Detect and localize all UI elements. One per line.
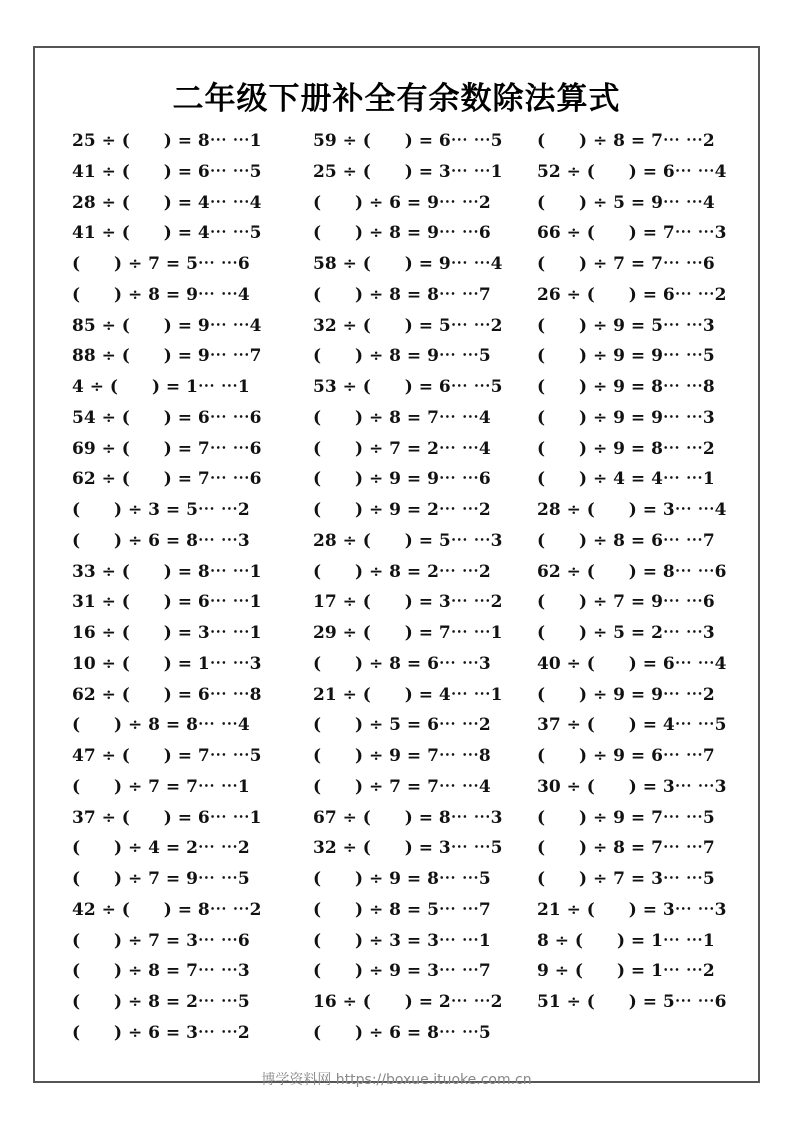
division-problem: ( ) ÷ 9 = 3⋯ ⋯7 <box>313 961 491 982</box>
division-problem: 25 ÷ ( ) = 8⋯ ⋯1 <box>72 131 262 151</box>
division-problem: ( ) ÷ 9 = 7⋯ ⋯8 <box>313 746 491 766</box>
division-problem: ( ) ÷ 9 = 8⋯ ⋯2 <box>537 438 715 459</box>
division-problem: 42 ÷ ( ) = 8⋯ ⋯2 <box>72 899 262 920</box>
division-problem: ( ) ÷ 7 = 7⋯ ⋯6 <box>537 254 715 274</box>
division-problem: 62 ÷ ( ) = 7⋯ ⋯6 <box>72 469 262 490</box>
division-problem: ( ) ÷ 9 = 8⋯ ⋯8 <box>537 377 715 397</box>
division-problem: 52 ÷ ( ) = 6⋯ ⋯4 <box>537 161 727 182</box>
division-problem: ( ) ÷ 9 = 8⋯ ⋯5 <box>313 869 491 889</box>
division-problem: ( ) ÷ 8 = 9⋯ ⋯5 <box>313 346 491 367</box>
division-problem: ( ) ÷ 7 = 3⋯ ⋯5 <box>537 869 715 889</box>
division-problem: 47 ÷ ( ) = 7⋯ ⋯5 <box>72 746 262 766</box>
division-problem: 69 ÷ ( ) = 7⋯ ⋯6 <box>72 438 262 459</box>
division-problem: ( ) ÷ 8 = 5⋯ ⋯7 <box>313 899 491 920</box>
problem-column-2 <box>313 126 543 1049</box>
watermark-footer: 博学资料网 https://boxue.ituoke.com.cn <box>261 1072 532 1088</box>
division-problem: 8 ÷ ( ) = 1⋯ ⋯1 <box>537 930 715 951</box>
division-problem: ( ) ÷ 8 = 7⋯ ⋯7 <box>537 838 715 859</box>
division-problem: 58 ÷ ( ) = 9⋯ ⋯4 <box>313 254 503 274</box>
division-problem: 32 ÷ ( ) = 3⋯ ⋯5 <box>313 838 503 859</box>
division-problem: ( ) ÷ 7 = 7⋯ ⋯4 <box>313 776 491 797</box>
division-problem: ( ) ÷ 8 = 7⋯ ⋯4 <box>313 407 491 428</box>
division-problem: 54 ÷ ( ) = 6⋯ ⋯6 <box>72 407 262 428</box>
division-problem: ( ) ÷ 6 = 8⋯ ⋯3 <box>72 530 250 551</box>
division-problem: 37 ÷ ( ) = 4⋯ ⋯5 <box>537 715 727 736</box>
division-problem: ( ) ÷ 9 = 5⋯ ⋯3 <box>537 315 715 336</box>
division-problem: 16 ÷ ( ) = 2⋯ ⋯2 <box>313 992 503 1012</box>
division-problem: 66 ÷ ( ) = 7⋯ ⋯3 <box>537 223 727 244</box>
division-problem: 32 ÷ ( ) = 5⋯ ⋯2 <box>313 315 503 336</box>
division-problem: ( ) ÷ 4 = 4⋯ ⋯1 <box>537 469 715 490</box>
division-problem: ( ) ÷ 3 = 3⋯ ⋯1 <box>313 930 491 951</box>
division-problem: ( ) ÷ 5 = 9⋯ ⋯4 <box>537 192 715 213</box>
division-problem: 28 ÷ ( ) = 5⋯ ⋯3 <box>313 530 503 551</box>
division-problem: ( ) ÷ 7 = 9⋯ ⋯6 <box>537 592 715 613</box>
division-problem: ( ) ÷ 9 = 9⋯ ⋯5 <box>537 346 715 367</box>
division-problem: 31 ÷ ( ) = 6⋯ ⋯1 <box>72 592 262 613</box>
division-problem: ( ) ÷ 6 = 9⋯ ⋯2 <box>313 192 491 213</box>
division-problem: 21 ÷ ( ) = 3⋯ ⋯3 <box>537 899 727 920</box>
division-problem: 67 ÷ ( ) = 8⋯ ⋯3 <box>313 807 503 828</box>
division-problem: ( ) ÷ 6 = 8⋯ ⋯5 <box>313 1022 491 1043</box>
division-problem: ( ) ÷ 9 = 7⋯ ⋯5 <box>537 807 715 828</box>
division-problem: 16 ÷ ( ) = 3⋯ ⋯1 <box>72 623 262 643</box>
division-problem: 21 ÷ ( ) = 4⋯ ⋯1 <box>313 684 503 705</box>
division-problem: ( ) ÷ 5 = 2⋯ ⋯3 <box>537 623 715 643</box>
division-problem: 41 ÷ ( ) = 6⋯ ⋯5 <box>72 161 262 182</box>
division-problem: 4 ÷ ( ) = 1⋯ ⋯1 <box>72 377 250 397</box>
division-problem: 17 ÷ ( ) = 3⋯ ⋯2 <box>313 592 503 613</box>
division-problem: ( ) ÷ 8 = 8⋯ ⋯4 <box>72 715 250 736</box>
division-problem: ( ) ÷ 8 = 9⋯ ⋯4 <box>72 284 250 305</box>
division-problem: ( ) ÷ 8 = 7⋯ ⋯2 <box>537 131 715 151</box>
division-problem: 30 ÷ ( ) = 3⋯ ⋯3 <box>537 776 727 797</box>
division-problem: ( ) ÷ 9 = 9⋯ ⋯3 <box>537 407 715 428</box>
division-problem: 40 ÷ ( ) = 6⋯ ⋯4 <box>537 653 727 674</box>
division-problem: ( ) ÷ 9 = 9⋯ ⋯6 <box>313 469 491 490</box>
division-problem: ( ) ÷ 6 = 3⋯ ⋯2 <box>72 1022 250 1043</box>
division-problem: ( ) ÷ 7 = 3⋯ ⋯6 <box>72 930 250 951</box>
division-problem: 62 ÷ ( ) = 6⋯ ⋯8 <box>72 684 262 705</box>
worksheet-title: 二年级下册补全有余数除法算式 <box>172 81 621 117</box>
division-problem: 9 ÷ ( ) = 1⋯ ⋯2 <box>537 961 715 982</box>
division-problem: 10 ÷ ( ) = 1⋯ ⋯3 <box>72 653 262 674</box>
division-problem: ( ) ÷ 9 = 6⋯ ⋯7 <box>537 746 715 766</box>
division-problem: ( ) ÷ 8 = 7⋯ ⋯3 <box>72 961 250 982</box>
division-problem: 59 ÷ ( ) = 6⋯ ⋯5 <box>313 131 503 151</box>
division-problem: ( ) ÷ 7 = 2⋯ ⋯4 <box>313 438 491 459</box>
division-problem: ( ) ÷ 8 = 6⋯ ⋯3 <box>313 653 491 674</box>
division-problem: 51 ÷ ( ) = 5⋯ ⋯6 <box>537 992 727 1012</box>
division-problem: ( ) ÷ 9 = 9⋯ ⋯2 <box>537 684 715 705</box>
problem-column-3 <box>537 126 767 1018</box>
division-problem: 33 ÷ ( ) = 8⋯ ⋯1 <box>72 561 262 582</box>
division-problem: ( ) ÷ 5 = 6⋯ ⋯2 <box>313 715 491 736</box>
division-problem: 41 ÷ ( ) = 4⋯ ⋯5 <box>72 223 262 244</box>
division-problem: ( ) ÷ 7 = 5⋯ ⋯6 <box>72 254 250 274</box>
division-problem: ( ) ÷ 8 = 2⋯ ⋯5 <box>72 992 250 1012</box>
division-problem: ( ) ÷ 8 = 8⋯ ⋯7 <box>313 284 491 305</box>
division-problem: ( ) ÷ 7 = 9⋯ ⋯5 <box>72 869 250 889</box>
problem-column-1 <box>72 126 302 1049</box>
division-problem: 28 ÷ ( ) = 3⋯ ⋯4 <box>537 500 727 520</box>
division-problem: ( ) ÷ 3 = 5⋯ ⋯2 <box>72 500 250 520</box>
division-problem: ( ) ÷ 8 = 9⋯ ⋯6 <box>313 223 491 244</box>
division-problem: ( ) ÷ 8 = 6⋯ ⋯7 <box>537 530 715 551</box>
division-problem: 88 ÷ ( ) = 9⋯ ⋯7 <box>72 346 262 367</box>
division-problem: 28 ÷ ( ) = 4⋯ ⋯4 <box>72 192 262 213</box>
division-problem: 62 ÷ ( ) = 8⋯ ⋯6 <box>537 561 727 582</box>
division-problem: 37 ÷ ( ) = 6⋯ ⋯1 <box>72 807 262 828</box>
division-problem: 53 ÷ ( ) = 6⋯ ⋯5 <box>313 377 503 397</box>
division-problem: ( ) ÷ 8 = 2⋯ ⋯2 <box>313 561 491 582</box>
division-problem: 25 ÷ ( ) = 3⋯ ⋯1 <box>313 161 503 182</box>
division-problem: 26 ÷ ( ) = 6⋯ ⋯2 <box>537 284 727 305</box>
division-problem: ( ) ÷ 7 = 7⋯ ⋯1 <box>72 776 250 797</box>
division-problem: ( ) ÷ 9 = 2⋯ ⋯2 <box>313 500 491 520</box>
division-problem: ( ) ÷ 4 = 2⋯ ⋯2 <box>72 838 250 859</box>
division-problem: 29 ÷ ( ) = 7⋯ ⋯1 <box>313 623 503 643</box>
division-problem: 85 ÷ ( ) = 9⋯ ⋯4 <box>72 315 262 336</box>
